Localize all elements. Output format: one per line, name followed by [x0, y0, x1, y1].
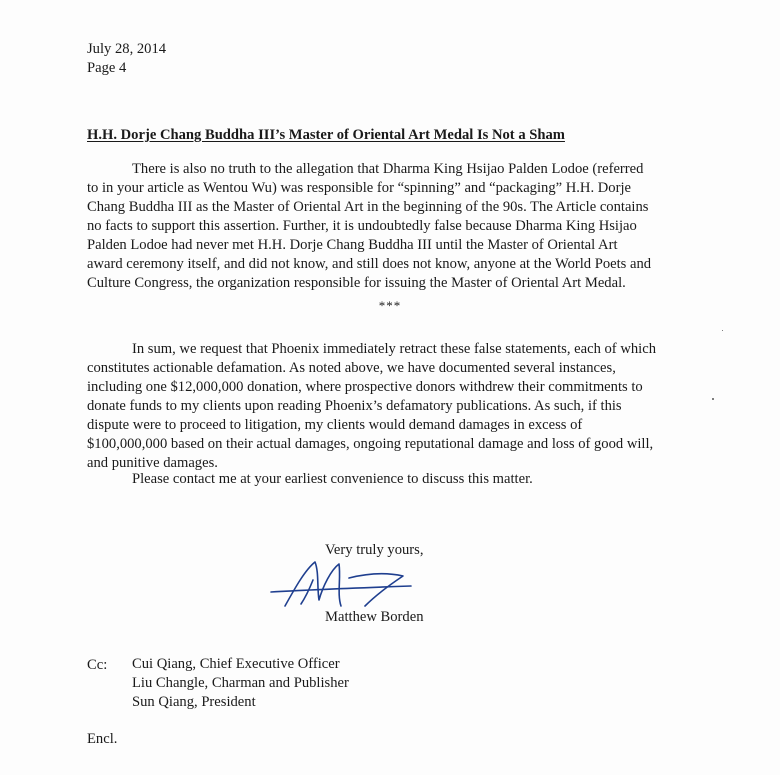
section-heading: H.H. Dorje Chang Buddha III’s Master of Oriental Art Medal Is Not a Sham [87, 127, 565, 143]
letter-date: July 28, 2014 [87, 41, 167, 57]
scan-speck [722, 330, 723, 331]
paragraph-line: Culture Congress, the organization responsible for issuing the Master of Oriental Art Medal. [87, 275, 626, 291]
paragraph-line: award ceremony itself, and did not know, and still does not know, anyone at the World Poets and [87, 256, 652, 272]
cc-recipients [132, 655, 349, 712]
paragraph-allegation [87, 160, 687, 293]
paragraph-line: constitutes actionable defamation. As noted above, we have documented several instances, [87, 360, 616, 376]
paragraph-line: In sum, we request that Phoenix immediately retract these false statements, each of which [132, 341, 656, 357]
paragraph-line: dispute were to proceed to litigation, my clients would demand damages in excess of [87, 417, 583, 433]
paragraph-line: Palden Lodoe had never met H.H. Dorje Chang Buddha III until the Master of Oriental Art [87, 237, 618, 253]
paragraph-line: Chang Buddha III as the Master of Oriental Art in the beginning of the 90s. The Article contains [87, 199, 649, 215]
paragraph-line: donate funds to my clients upon reading Phoenix’s defamatory publications. As such, if this [87, 398, 622, 414]
paragraph-line: There is also no truth to the allegation that Dharma King Hsijao Palden Lodoe (referred [132, 161, 644, 177]
paragraph-line: $100,000,000 based on their actual damages, ongoing reputational damage and loss of good will, [87, 436, 654, 452]
paragraph-contact [87, 470, 687, 489]
letter-header [87, 40, 166, 78]
cc-recipient: Cui Qiang, Chief Executive Officer [132, 656, 340, 672]
cc-recipient: Sun Qiang, President [132, 694, 256, 710]
cc-label: Cc: [87, 657, 108, 673]
cc-recipient: Liu Changle, Charman and Publisher [132, 675, 349, 691]
paragraph-line: Please contact me at your earliest convenience to discuss this matter. [132, 471, 533, 487]
signer-name: Matthew Borden [325, 609, 424, 625]
closing-salutation: Very truly yours, [325, 542, 424, 558]
section-separator: *** [378, 298, 402, 313]
paragraph-line: and punitive damages. [87, 455, 218, 471]
paragraph-line: to in your article as Wentou Wu) was responsible for “spinning” and “packaging” H.H. Dorje [87, 180, 632, 196]
enclosure-note: Encl. [87, 731, 118, 747]
paragraph-demand [87, 340, 687, 473]
scan-speck [712, 398, 714, 400]
paragraph-line: including one $12,000,000 donation, where prospective donors withdrew their commitments to [87, 379, 643, 395]
paragraph-line: no facts to support this assertion. Further, it is undoubtedly false because Dharma King Hsijao [87, 218, 637, 234]
page-number: Page 4 [87, 60, 127, 76]
